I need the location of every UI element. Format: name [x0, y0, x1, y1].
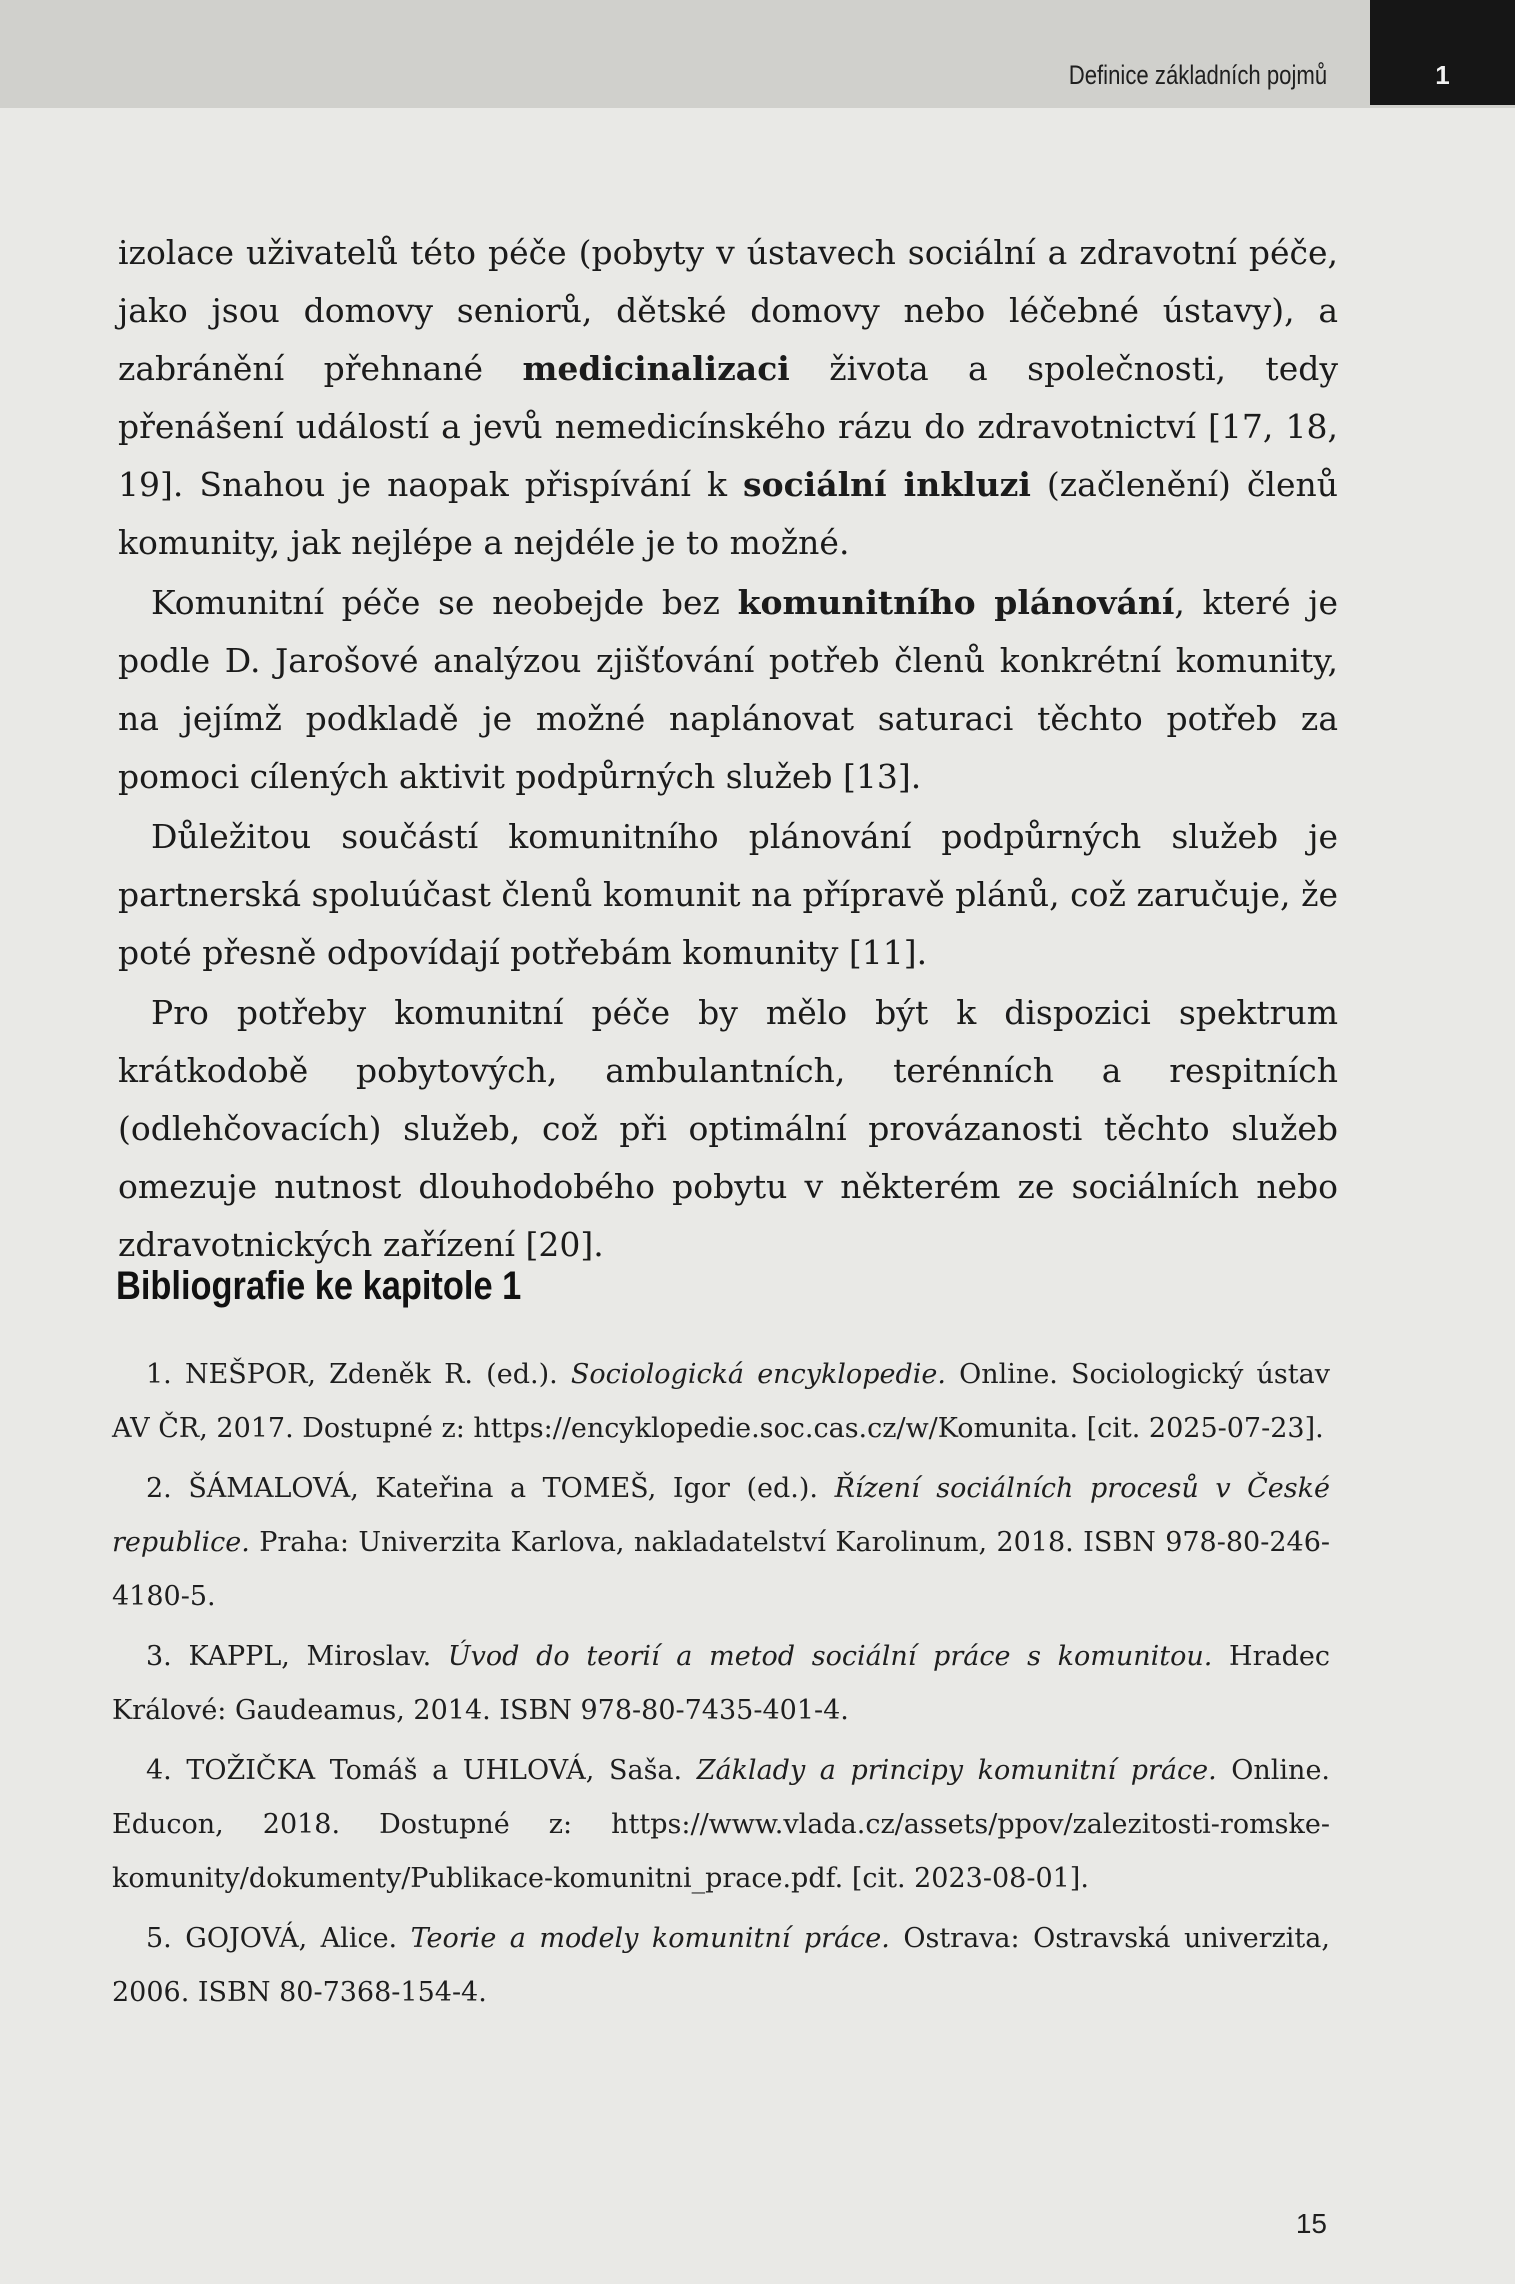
bibliography-entry [112, 1630, 1330, 1738]
bibliography-entry [112, 1348, 1330, 1456]
text-run: Pro potřeby komunitní péče by mělo být k dispozici spektrum krátkodobě pobytových, ambulantních, terénních a respitních (odlehčovacích) služeb, což při optimální provázanosti těchto služeb omezuje nutnost dlouhodobého pobytu v některém ze sociálních nebo zdravotnických zařízení [20]. [118, 993, 1338, 1264]
bibliography-entry [112, 1744, 1330, 1906]
bold-term: medicinalizaci [522, 349, 790, 388]
italic-title: Úvod do teorií a metod sociální práce s komunitou. [447, 1641, 1213, 1672]
bibliography-heading: Bibliografie ke kapitole 1 [116, 1264, 522, 1308]
paragraph [118, 224, 1338, 572]
chapter-number: 1 [1435, 60, 1450, 90]
italic-title: Řízení sociálních procesů v České republice. [112, 1473, 1330, 1558]
text-run: (začlenění) členů komunity, jak nejlépe a nejdéle je to možné. [118, 465, 1338, 562]
bibliography-entry [112, 1912, 1330, 2020]
bold-term: komunitního plánování [737, 583, 1175, 622]
running-head-title: Definice základních pojmů [1068, 60, 1327, 90]
text-run: izolace uživatelů této péče (pobyty v ústavech sociální a zdravotní péče, jako jsou domovy seniorů, dětské domovy nebo léčebné ústavy), a zabránění přehnané [118, 233, 1338, 388]
page-number: 15 [1295, 2208, 1327, 2239]
italic-title: Základy a principy komunitní práce. [696, 1755, 1217, 1786]
paragraph [118, 984, 1338, 1274]
bold-term: sociální inkluzi [742, 465, 1031, 504]
text-run: Komunitní péče se neobejde bez [151, 583, 738, 622]
text-run: života a společnosti, tedy přenášení událostí a jevů nemedicínského rázu do zdravotnictví [17, 18, 19]. Snahou je naopak přispívání k [118, 349, 1338, 504]
italic-title: Teorie a modely komunitní práce. [410, 1923, 890, 1954]
paragraph [118, 574, 1338, 806]
text-run: 2. ŠÁMALOVÁ, Kateřina a TOMEŠ, Igor (ed.). [146, 1473, 835, 1504]
text-run: Praha: Univerzita Karlova, nakladatelství Karolinum, 2018. ISBN 978-80-246-4180-5. [112, 1527, 1330, 1612]
body-text [118, 224, 1338, 1276]
text-run: Online. Sociologický ústav AV ČR, 2017. Dostupné z: https://encyklopedie.soc.cas.cz/w/Komunita. [cit. 2025-07-23]. [112, 1359, 1330, 1444]
text-run: 1. NEŠPOR, Zdeněk R. (ed.). [146, 1359, 571, 1390]
text-run: 4. TOŽIČKA Tomáš a UHLOVÁ, Saša. [146, 1755, 697, 1786]
text-run: Důležitou součástí komunitního plánování podpůrných služeb je partnerská spoluúčast členů komunit na přípravě plánů, což zaručuje, že poté přesně odpovídají potřebám komunity [11]. [118, 817, 1338, 972]
text-run: , které je podle D. Jarošové analýzou zjišťování potřeb členů konkrétní komunity, na jejímž podkladě je možné naplánovat saturaci těchto potřeb za pomoci cílených aktivit podpůrných služeb [13]. [118, 583, 1338, 796]
header-band [0, 0, 1515, 108]
bibliography-list [112, 1348, 1330, 2026]
chapter-tab [1370, 0, 1515, 105]
text-run: 5. GOJOVÁ, Alice. [146, 1923, 411, 1954]
text-run: Hradec Králové: Gaudeamus, 2014. ISBN 978-80-7435-401-4. [112, 1641, 1330, 1726]
italic-title: Sociologická encyklopedie. [570, 1359, 946, 1390]
text-run: Online. Educon, 2018. Dostupné z: https://www.vlada.cz/assets/ppov/zalezitosti-romske-komunity/dokumenty/Publikace-komunitni_prace.pdf. [cit. 2023-08-01]. [112, 1755, 1331, 1894]
bibliography-entry [112, 1462, 1330, 1624]
text-run: Ostrava: Ostravská univerzita, 2006. ISBN 80-7368-154-4. [112, 1923, 1330, 2008]
text-run: 3. KAPPL, Miroslav. [146, 1641, 448, 1672]
paragraph [118, 808, 1338, 982]
